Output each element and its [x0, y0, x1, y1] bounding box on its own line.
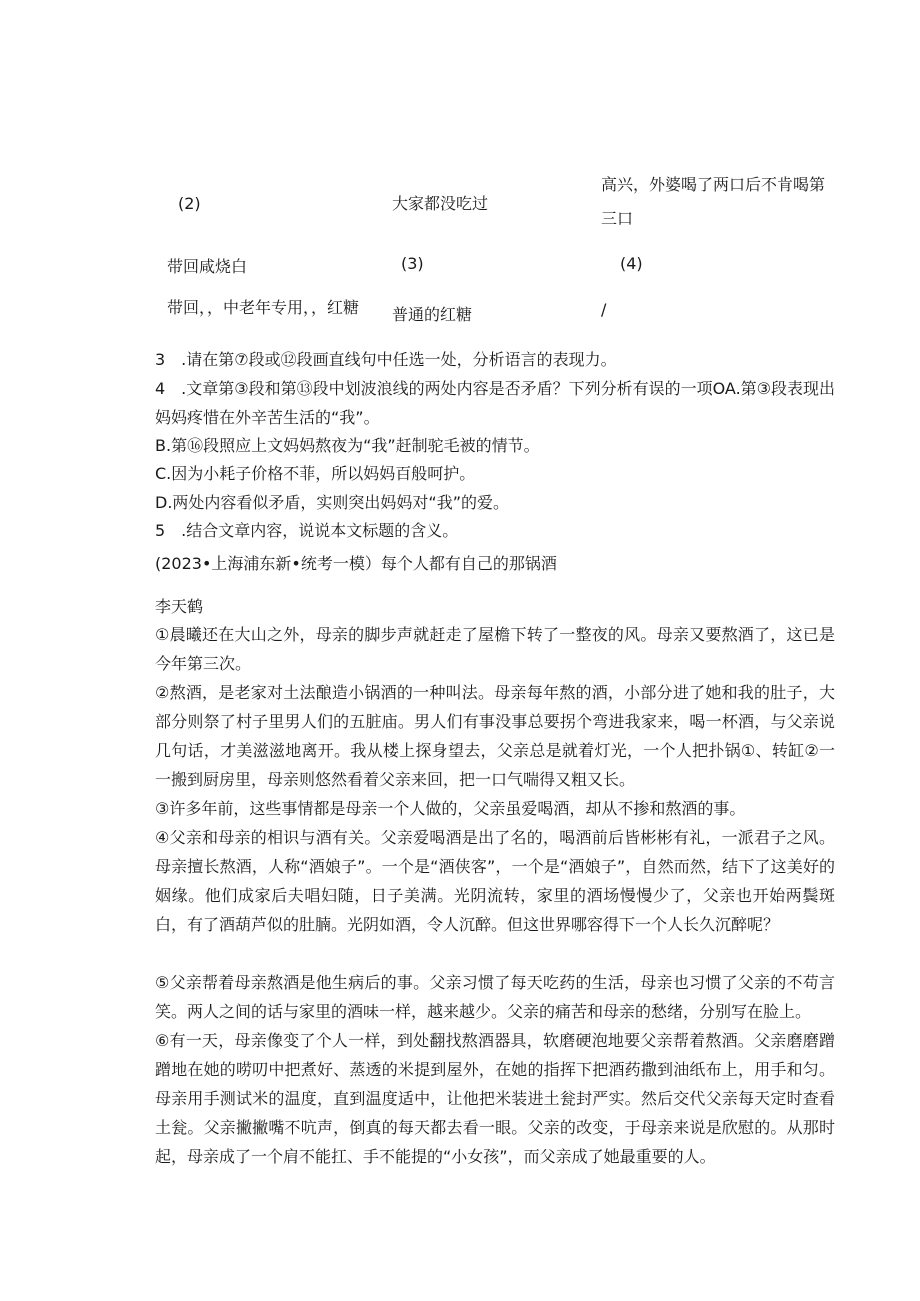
- table-cell-r1c3-line1: 高兴，外婆喝了两口后不肯喝第: [601, 175, 826, 194]
- table-cell-r1c3-line2: 三口: [601, 209, 634, 228]
- table-cell-r3c3: /: [601, 300, 607, 319]
- article-author: 李天鹤: [155, 597, 204, 616]
- table-cell-r3c1: 带回，，中老年专用，，红糖: [167, 298, 360, 317]
- article-paragraph-5: ⑤父亲帮着母亲熬酒是他生病后的事。父亲习惯了每天吃药的生活，母亲也习惯了父亲的不苟言笑。两人之间的话与家里的酒味一样，越来越少。父亲的痛苦和母亲的愁绪，分别写在脸上。: [155, 973, 835, 1021]
- article-paragraph-6: ⑥有一天，母亲像变了个人一样，到处翻找熬酒器具，软磨硬泡地要父亲帮着熬酒。父亲磨磨蹭蹭地在她的唠叨中把煮好、蒸透的米提到屋外，在她的指挥下把酒药撒到油纸布上，用手和匀。母亲用手测试米的温度，直到温度适中，让他把米装进土瓮封严实。然后交代父亲每天定时查看土瓮。父亲撇撇嘴不吭声，倒真的每天都去看一眼。父亲的改变，于母亲来说是欣慰的。从那时起，母亲成了一个肩不能扛、手不能提的“小女孩”，而父亲成了她最重要的人。: [155, 1031, 835, 1166]
- table-cell-r1c2: 大家都没吃过: [392, 194, 489, 213]
- option-b: B.第⑯段照应上文妈妈熬夜为“我”赶制驼毛被的情节。: [155, 436, 540, 455]
- table-cell-r2c2: (3): [401, 254, 424, 273]
- article-paragraph-1: ①晨曦还在大山之外，母亲的脚步声就赶走了屋檐下转了一整夜的风。母亲又要熬酒了，这已是今年第三次。: [155, 625, 835, 673]
- table-cell-r1c1: (2): [178, 194, 201, 213]
- article-paragraph-4: ④父亲和母亲的相识与酒有关。父亲爱喝酒是出了名的，喝酒前后皆彬彬有礼，一派君子之风。母亲擅长熬酒，人称“酒娘子”。一个是“酒侠客”，一个是“酒娘子”，自然而然，结下了这美好的姻缘。他们成家后夫唱妇随，日子美满。光阴流转，家里的酒场慢慢少了，父亲也开始两鬓斑白，有了酒葫芦似的肚腩。光阴如酒，令人沉醉。但这世界哪容得下一个人长久沉醉呢？: [155, 828, 835, 934]
- table-cell-r2c3: (4): [620, 254, 643, 273]
- question-5: 5 .结合文章内容，说说本文标题的含义。: [155, 521, 459, 540]
- option-d: D.两处内容看似矛盾，实则突出妈妈对“我”的爱。: [155, 493, 509, 512]
- article-paragraph-2: ②熬酒，是老家对土法酿造小锅酒的一种叫法。母亲每年熬的酒，小部分进了她和我的肚子，大部分则祭了村子里男人们的五脏庙。男人们有事没事总要拐个弯进我家来，喝一杯酒，与父亲说几句话，才美滋滋地离开。我从楼上探身望去，父亲总是就着灯光，一个人把扑锅①、转缸②一一搬到厨房里，母亲则悠然看着父亲来回，把一口气喘得又粗又长。: [155, 683, 835, 789]
- question-4-line1: 4 .文章第③段和第⑬段中划波浪线的两处内容是否矛盾？下列分析有误的一项OA.第③段表现出: [155, 379, 836, 398]
- table-cell-r2c1: 带回咸烧白: [167, 257, 248, 276]
- article-paragraph-3: ③许多年前，这些事情都是母亲一个人做的，父亲虽爱喝酒，却从不掺和熬酒的事。: [155, 799, 746, 818]
- question-3: 3 .请在第⑦段或⑫段画直线句中任选一处，分析语言的表现力。: [155, 350, 617, 369]
- option-c: C.因为小耗子价格不菲，所以妈妈百般呵护。: [155, 464, 476, 483]
- article-source: (2023•上海浦东新•统考一模）每个人都有自己的那锅酒: [155, 554, 557, 573]
- question-4-line2: 妈妈疼惜在外辛苦生活的“我”。: [155, 408, 380, 427]
- table-cell-r3c2: 普通的红糖: [392, 305, 473, 324]
